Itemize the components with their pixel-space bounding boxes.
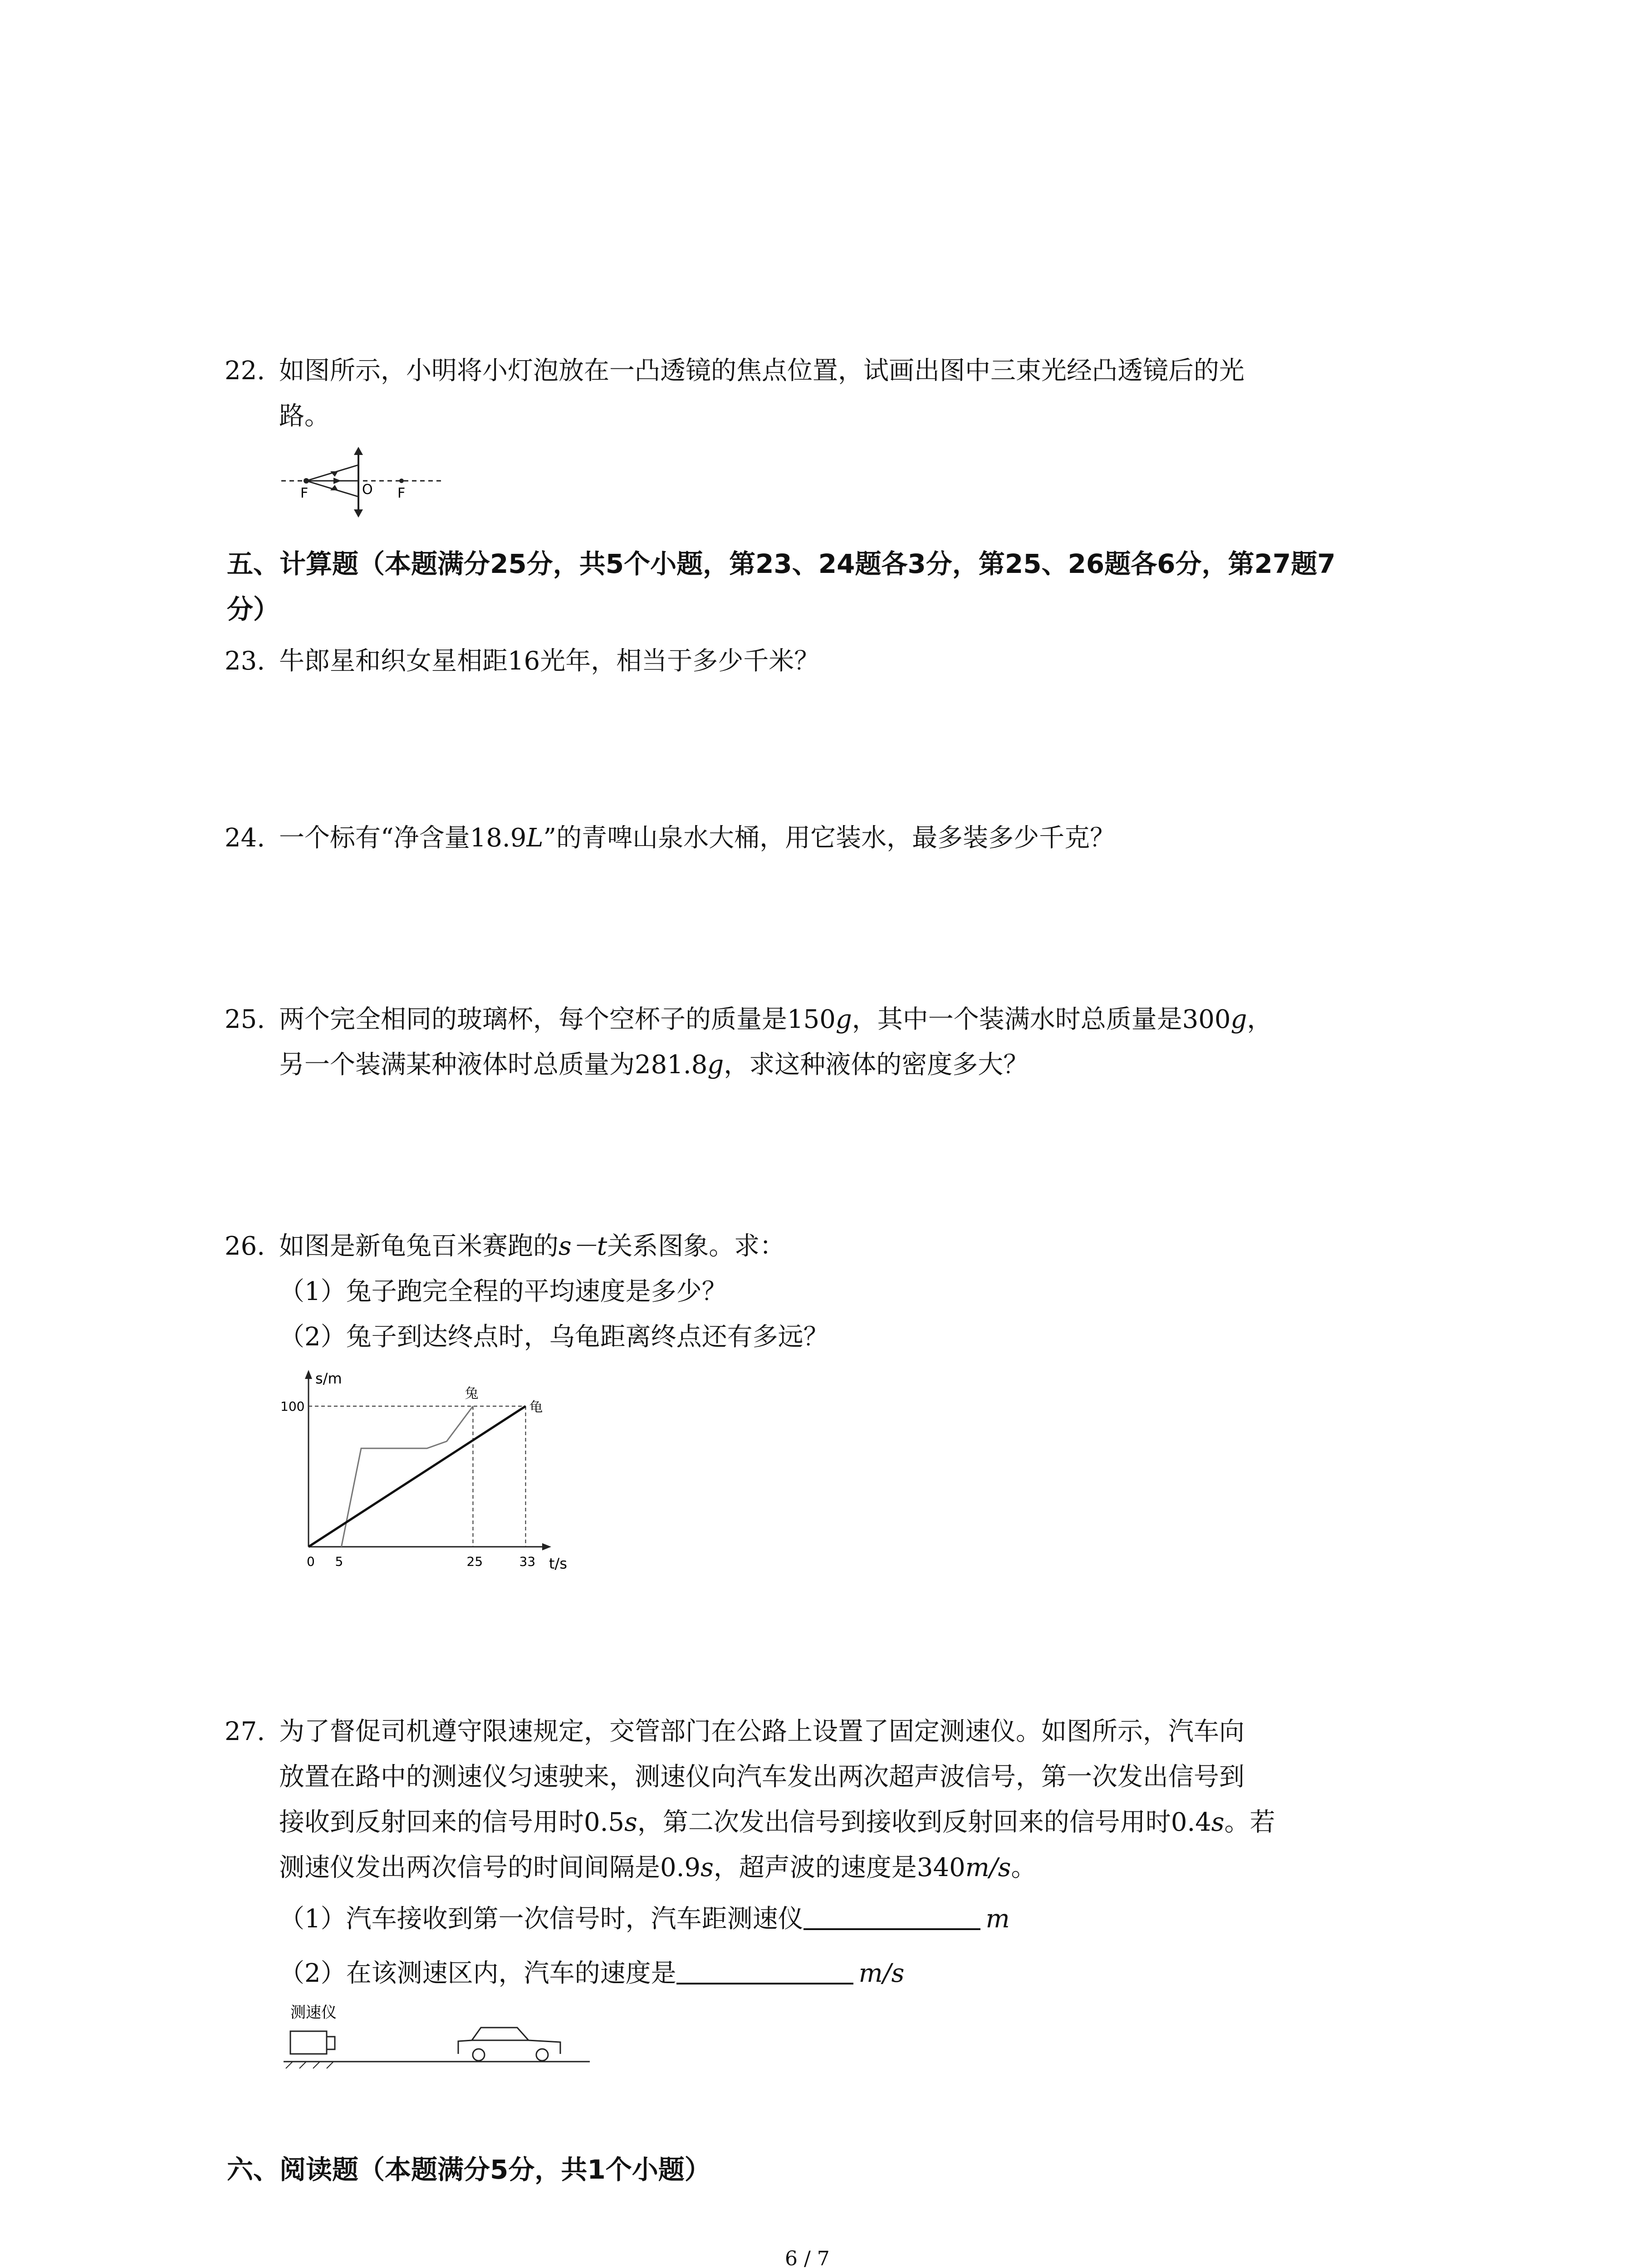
q27-line3 <box>279 1808 1275 1838</box>
speed-meter-body <box>290 2031 327 2054</box>
q27-sub2-unit: m/s <box>858 1959 905 1988</box>
q22-lens-figure <box>281 447 445 519</box>
q27-sub1-unit: m <box>985 1904 1010 1934</box>
ray-arrow-lower <box>330 485 338 490</box>
speed-meter-label: 测速仪 <box>290 2004 337 2022</box>
q25-l1-c: ， <box>1247 1005 1273 1034</box>
lens-arrow-bottom <box>354 509 363 518</box>
q22-line1 <box>225 356 1244 386</box>
q27-sub1 <box>279 1903 1010 1934</box>
q27-line2: 放置在路中的测速仪匀速驶来，测速仪向汽车发出两次超声波信号，第一次发出信号到 <box>279 1762 1244 1792</box>
q27-number: 27. <box>225 1717 265 1746</box>
q27-l1: 为了督促司机遵守限速规定，交管部门在公路上设置了固定测速仪。如图所示，汽车向 <box>279 1717 1244 1746</box>
q26-number: 26. <box>225 1232 265 1261</box>
series-turtle-line <box>309 1406 526 1547</box>
q27-l3-a: 接收到反射回来的信号用时0.5 <box>279 1808 625 1837</box>
car-wheel-rear <box>536 2049 548 2061</box>
q25-l2-b: ，求这种液体的密度多大？ <box>724 1050 1029 1080</box>
q25-l1-u1: g <box>835 1005 852 1034</box>
x-axis-label: t/s <box>549 1555 567 1572</box>
q27-sub2-text: （2）在该测速区内，汽车的速度是 <box>279 1959 676 1988</box>
label-f-left: F <box>300 485 309 501</box>
q25-l1-b: ，其中一个装满水时总质量是300 <box>852 1005 1231 1034</box>
q26-sub1: （1）兔子跑完全程的平均速度是多少？ <box>279 1277 727 1306</box>
q27-l4-c: 。 <box>1011 1853 1037 1882</box>
section5-heading-line1: 五、计算题（本题满分25分，共5个小题，第23、24题各3分，第25、26题各6分，第27题7 <box>227 548 1336 579</box>
x-tick-5: 5 <box>335 1554 343 1569</box>
car-wheel-front <box>473 2049 485 2061</box>
q22-text: 如图所示，小明将小灯泡放在一凸透镜的焦点位置，试画出图中三束光经凸透镜后的光 <box>279 356 1244 386</box>
q25-number: 25. <box>225 1005 265 1034</box>
q27-sub2 <box>279 1957 904 1989</box>
x-tick-0: 0 <box>307 1554 315 1569</box>
road-hatching <box>286 2062 333 2068</box>
q24-text-a: 一个标有“净含量18.9 <box>279 823 527 853</box>
q24-unit: L <box>526 823 544 853</box>
q26-sub2: （2）兔子到达终点时，乌龟距离终点还有多远？ <box>279 1322 829 1352</box>
q23 <box>225 646 819 676</box>
q27-sub1-answer-blank[interactable] <box>803 1903 980 1930</box>
q26-var: s－t <box>558 1232 607 1261</box>
q27-l3-u1: s <box>624 1808 637 1837</box>
y-tick-100: 100 <box>280 1399 305 1414</box>
q27-l3-c: 。若 <box>1224 1808 1275 1837</box>
y-axis-arrow <box>305 1370 312 1379</box>
q26-st-chart <box>272 1365 599 1574</box>
q23-text: 牛郎星和织女星相距16光年，相当于多少千米？ <box>279 646 820 676</box>
q27-l3-u2: s <box>1211 1808 1225 1837</box>
series-label-turtle: 龟 <box>529 1399 543 1415</box>
series-rabbit-line <box>342 1406 473 1547</box>
q26-l1-a: 如图是新龟兔百米赛跑的 <box>279 1232 558 1261</box>
q24 <box>225 823 1115 853</box>
focus-right-point <box>399 479 404 483</box>
y-axis-label: s/m <box>315 1370 342 1387</box>
q25-line1 <box>225 1005 1273 1035</box>
q23-number: 23. <box>225 646 265 676</box>
q27-l4-u1: s <box>700 1853 714 1882</box>
ray-arrow-middle <box>333 478 341 484</box>
lens-arrow-top <box>354 447 363 455</box>
q22-line2: 路。 <box>279 401 330 431</box>
q27-speed-meter-figure <box>277 2000 603 2073</box>
q26-line1 <box>225 1232 785 1261</box>
q27-l4-b: ，超声波的速度是340 <box>713 1853 965 1882</box>
ray-arrow-upper <box>330 471 338 477</box>
q27-line1 <box>225 1717 1244 1747</box>
q24-number: 24. <box>225 823 265 853</box>
section6-heading: 六、阅读题（本题满分5分，共1个小题） <box>227 2154 711 2185</box>
section5-heading-line2: 分） <box>227 594 280 625</box>
q25-l2-u: g <box>707 1050 724 1080</box>
q25-l1-u2: g <box>1230 1005 1247 1034</box>
x-tick-25: 25 <box>466 1554 483 1569</box>
q24-text-b: ”的青啤山泉水大桶，用它装水，最多装多少千克？ <box>543 823 1116 853</box>
x-tick-33: 33 <box>519 1554 536 1569</box>
q27-l3-b: ，第二次发出信号到接收到反射回来的信号用时0.4 <box>637 1808 1211 1837</box>
q27-sub2-answer-blank[interactable] <box>676 1957 853 1984</box>
q27-l4-u2: m/s <box>965 1853 1011 1882</box>
q25-l2-a: 另一个装满某种液体时总质量为281.8 <box>279 1050 708 1080</box>
q26-l1-b: 关系图象。求： <box>607 1232 785 1261</box>
label-o: O <box>362 482 373 498</box>
label-f-right: F <box>397 485 406 501</box>
series-label-rabbit: 兔 <box>465 1386 479 1402</box>
q25-line2 <box>279 1050 1029 1080</box>
q22-number: 22. <box>225 356 265 386</box>
q25-l1-a: 两个完全相同的玻璃杯，每个空杯子的质量是150 <box>279 1005 836 1034</box>
page-number: 6 / 7 <box>785 2247 830 2268</box>
q27-line4 <box>279 1853 1036 1883</box>
speed-meter-lens <box>327 2037 335 2049</box>
q27-l4-a: 测速仪发出两次信号的时间间隔是0.9 <box>279 1853 701 1882</box>
q27-sub1-text: （1）汽车接收到第一次信号时，汽车距测速仪 <box>279 1904 803 1934</box>
x-axis-arrow <box>542 1543 551 1550</box>
